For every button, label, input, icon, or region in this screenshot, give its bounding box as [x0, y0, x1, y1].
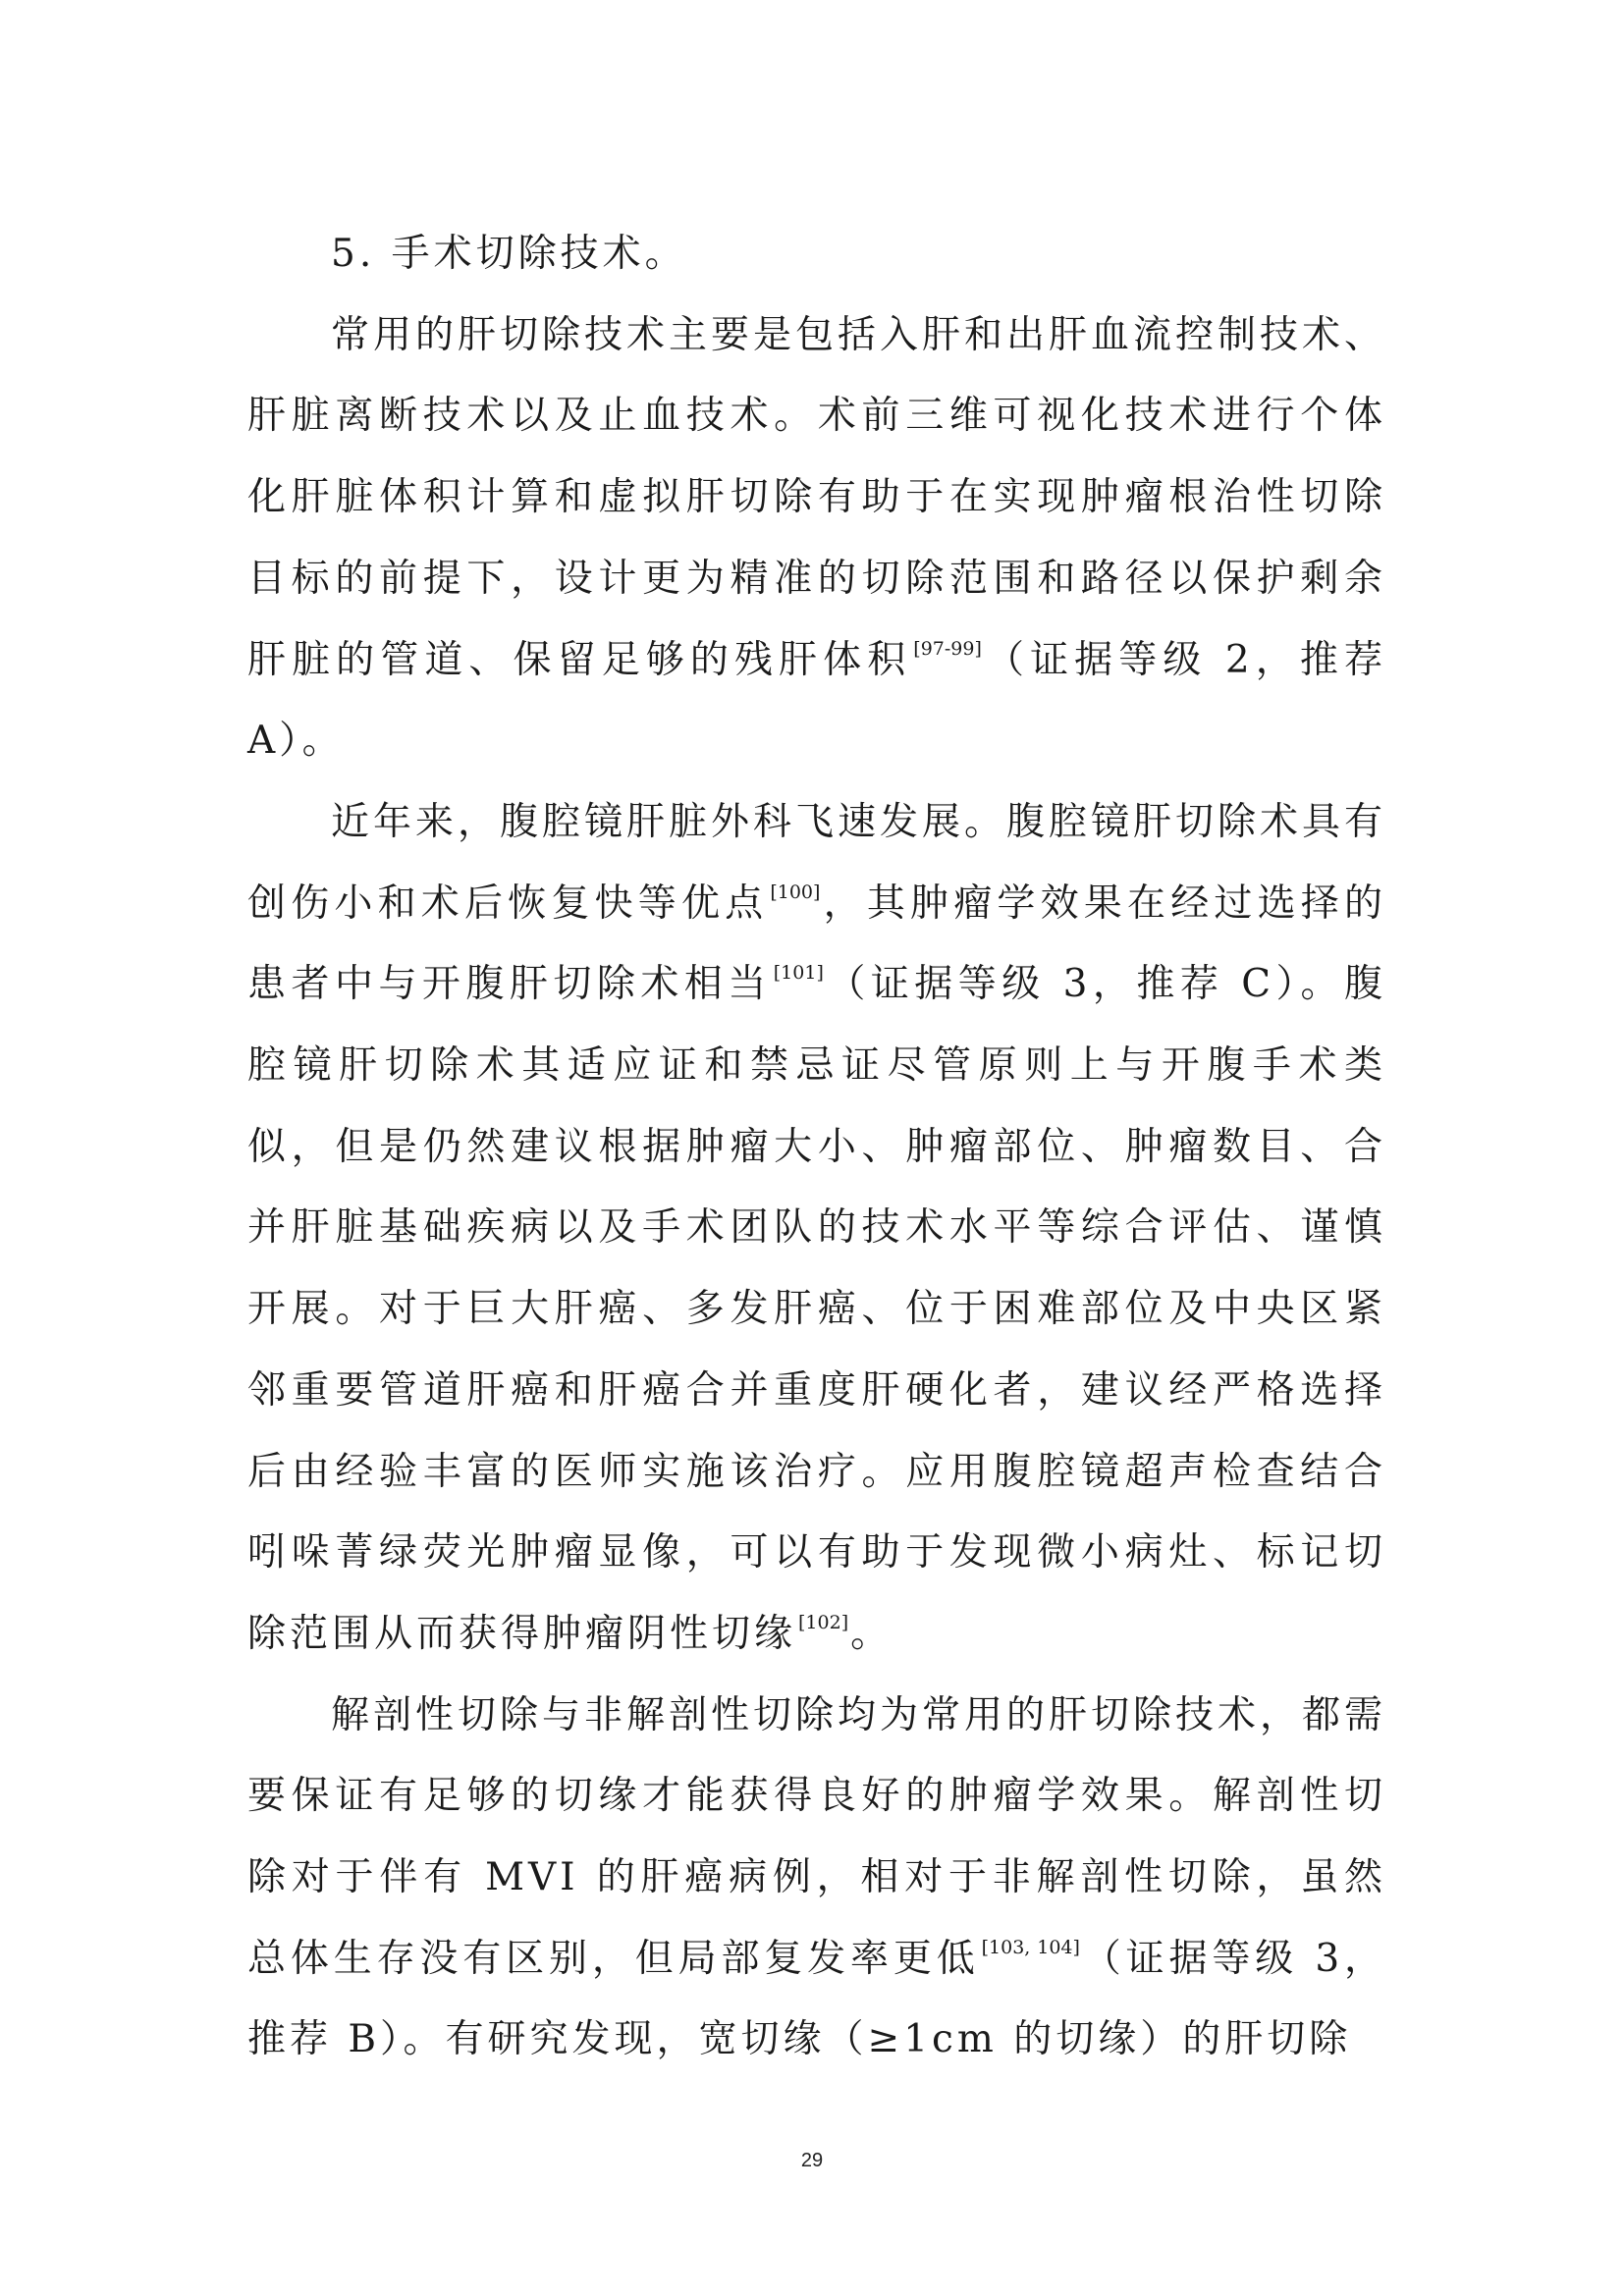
citation-reference: [97-99]: [913, 637, 982, 660]
paragraph-text: 解剖性切除与非解剖性切除均为常用的肝切除技术，都需要保证有足够的切缘才能获得良好的肿瘤学效果。解剖性切除对于伴有 MVI 的肝癌病例，相对于非解剖性切除，虽然总体生存没有区别，但局部复发率更低: [247, 1692, 1387, 1981]
paragraph-text: 近年来，腹腔镜肝脏外科飞速发展。腹腔镜肝切除术具有创伤小和术后恢复快等优点: [247, 799, 1387, 926]
paragraph-text: ，其肿瘤学效果在经过选择的患者中与开腹肝切除术相当: [247, 881, 1386, 1007]
paragraph-list: [247, 295, 1386, 2081]
document-body: [247, 214, 1386, 2081]
citation-reference: [101]: [773, 962, 824, 985]
paragraph-text: 常用的肝切除技术主要是包括入肝和出肝血流控制技术、肝脏离断技术以及止血技术。术前三维可视化技术进行个体化肝脏体积计算和虚拟肝切除有助于在实现肿瘤根治性切除目标的前提下，设计更为精准的切除范围和路径以保护剩余肝脏的管道、保留足够的残肝体积: [247, 312, 1387, 682]
body-paragraph: [247, 782, 1386, 1676]
paragraph-text: 。: [850, 1611, 893, 1656]
citation-reference: [102]: [798, 1611, 849, 1633]
citation-reference: [100]: [770, 881, 821, 903]
paragraph-text: （证据等级 2，推荐 A）。: [247, 637, 1386, 764]
page-number: 29: [800, 2150, 824, 2171]
citation-reference: [103, 104]: [981, 1936, 1080, 1958]
section-heading: 5. 手术切除技术。: [331, 232, 687, 276]
body-paragraph: [247, 1676, 1386, 2082]
paragraph-text: （证据等级 3，推荐 C）。腹腔镜肝切除术其适应证和禁忌证尽管原则上与开腹手术类似，但是仍然建议根据肿瘤大小、肿瘤部位、肿瘤数目、合并肝脏基础疾病以及手术团队的技术水平等综合评估、谨慎开展。对于巨大肝癌、多发肝癌、位于困难部位及中央区紧邻重要管道肝癌和肝癌合并重度肝硬化者，建议经严格选择后由经验丰富的医师实施该治疗。应用腹腔镜超声检查结合吲哚菁绿荧光肿瘤显像，可以有助于发现微小病灶、标记切除范围从而获得肿瘤阴性切缘: [247, 962, 1386, 1656]
paragraph-text: （证据等级 3，推荐 B）。有研究发现，宽切缘（≥1cm 的切缘）的肝切除: [247, 1936, 1386, 2062]
body-paragraph: [247, 295, 1386, 782]
